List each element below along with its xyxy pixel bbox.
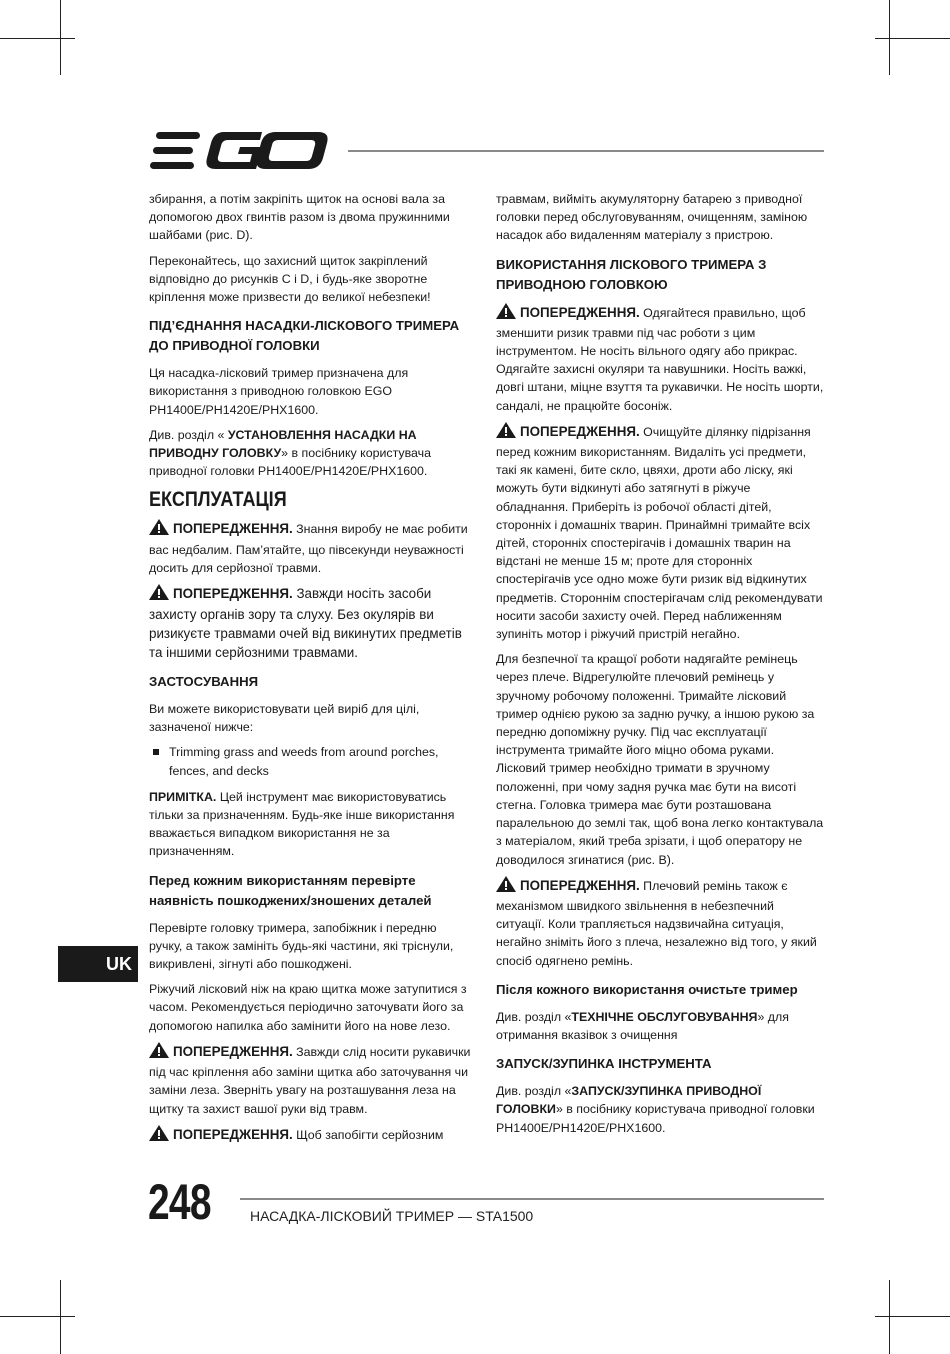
crop-mark [889,1280,890,1354]
warning-triangle-icon [149,584,169,605]
warning-label: ПОПЕРЕДЖЕННЯ. [520,877,640,893]
paragraph: Див. розділ «ТЕХНІЧНЕ ОБСЛУГОВУВАННЯ» для отримання вказівок з очищення [496,1009,789,1042]
paragraph: Див. розділ « УСТАНОВЛЕННЯ НАСАДКИ НА ПРИВОДНУ ГОЛОВКУ» в посібнику користувача приводної головки PH1400E/PH1420E/PHX1600. [149,427,432,479]
warning-label: ПОПЕРЕДЖЕННЯ. [520,423,640,439]
left-column [149,190,471,1153]
warning-triangle-icon [496,876,516,897]
warning-label: ПОПЕРЕДЖЕННЯ. [173,1126,293,1142]
warning-block: ПОПЕРЕДЖЕННЯ. Очищуйте ділянку підрізання перед кожним використанням. Видаліть усі предмети, такі як камені, бите скло, цвяхи, дроти або ліску, які можуть бути відкинуті або затягнуті в ріжуче обладнання. Приберіть із робочої області дітей, сторонніх і домашніх тварин. Принаймні тримайте всіх дітей, сторонніх спостерігачів і домашніх тварин на відстані не менше 15 м; проте для сторонніх спостерігачів усе одно може бути ризик від відкинутих предметів. Стороннім спостерігачам слід рекомендувати носити засоби захисту очей. Перед наближенням зупиніть мотор і ріжучий пристрій негайно. [496,423,823,642]
crop-mark [875,38,950,39]
bullet-square-icon [153,749,159,755]
crop-mark [0,38,75,39]
warning-label: ПОПЕРЕДЖЕННЯ. [520,304,640,320]
footer-rule [240,1198,824,1200]
crop-mark [60,0,61,75]
warning-block: ПОПЕРЕДЖЕННЯ. Завжди носіть засоби захисту органів зору та слуху. Без окулярів ви ризикуєте травмами очей від викинутих предметів та іншими серйозними травмами. [149,586,462,661]
paragraph: Ви можете використовувати цей виріб для цілі, зазначеної нижче: [149,702,420,735]
warning-triangle-icon [149,519,169,540]
paragraph: Переконайтесь, що захисний щиток закріплений відповідно до рисунків C і D, і будь-яке зворотне кріплення може призвести до великої небезпеки! [149,253,431,305]
paragraph: Ріжучий лісковий ніж на краю щитка може затупитися з часом. Рекомендується періодично заточувати його за допомогою напилка або замінити його на нове лезо. [149,982,467,1033]
note-block: ПРИМІТКА. Цей інструмент має використовуватись тільки за призначенням. Будь-яке інше використання вважається випадком використання не за призначенням. [149,789,455,859]
section-heading: Після кожного використання очистьте тример [496,981,798,997]
warning-label: ПОПЕРЕДЖЕННЯ. [173,521,293,537]
right-column [496,190,824,1144]
paragraph: Для безпечної та кращої роботи надягайте ремінець через плече. Відрегулюйте плечовий ремінець у зручному робочому положенні. Тримайте лісковий тример однією рукою за задню ручку, а іншою рукою за передню допоміжну ручку. Під час експлуатації інструмента тримайте його міцно обома руками. Лісковий тример необхідно тримати в зручному положенні, при чому задня ручка має бути на висоті стегна. Головка тримера має бути розташована паралельною до землі так, щоб вона легко контактувала з матеріалом, який треба зрізати, і щоб оператору не доводилося згинатися (рис. B). [496,652,824,867]
warning-triangle-icon [496,303,516,324]
warning-triangle-icon [496,422,516,443]
footer-title: НАСАДКА-ЛІСКОВИЙ ТРИМЕР — STA1500 [250,1208,534,1224]
warning-label: ПОПЕРЕДЖЕННЯ. [173,586,293,602]
warning-block: ПОПЕРЕДЖЕННЯ. Одягайтеся правильно, щоб зменшити ризик травми під час роботи з цим інструментом. Не носіть вільного одягу або прикрас. Одягайте захисні окуляри та навушники. Носіть важкі, довгі штани, міцне взуття та рукавички. Не носіть шорти, сандалі, не працюйте босоніж. [496,304,824,413]
paragraph: збирання, а потім закріпіть щиток на основі вала за допомогою двох гвинтів разом із двома пружинними шайбами (рис. D). [149,192,450,243]
note-label: ПРИМІТКА. [149,789,217,804]
warning-block: ПОПЕРЕДЖЕННЯ. Щоб запобігти серйозним [149,1125,471,1146]
section-heading: ВИКОРИСТАННЯ ЛІСКОВОГО ТРИМЕРА З ПРИВОДНОЮ ГОЛОВКОЮ [496,256,767,292]
crop-mark [875,1316,950,1317]
warning-block: ПОПЕРЕДЖЕННЯ. Завжди слід носити рукавички під час кріплення або заміни щитка або заточування чи заміни леза. Зверніть увагу на розташування леза на щитку та захист вашої руки від травм. [149,1043,471,1116]
section-reference: ЗАПУСК/ЗУПИНКА ПРИВОДНОЇ ГОЛОВКИ [496,1084,762,1117]
paragraph: Ця насадка-лісковий тример призначена для використання з приводною головкою EGO PH1400E/PH1420E/PHX1600. [149,366,409,417]
language-tab: UK [58,946,138,982]
header-rule [348,150,824,152]
chapter-heading: ЕКСПЛУАТАЦІЯ [149,488,287,512]
paragraph: Перевірте головку тримера, запобіжник і передню ручку, а також замініть будь-які частини, які тріснули, викривлені, зігнуті або пошкоджені. [149,920,454,972]
ego-logo [150,132,330,170]
section-heading: ЗАСТОСУВАННЯ [149,674,259,690]
section-reference: ТЕХНІЧНЕ ОБСЛУГОВУВАННЯ [571,1009,758,1024]
paragraph: Див. розділ «ЗАПУСК/ЗУПИНКА ПРИВОДНОЇ ГОЛОВКИ» в посібнику користувача приводної головки PH1400E/PH1420E/PHX1600. [496,1084,815,1135]
list-item: Trimming grass and weeds from around porches, fences, and decks [149,743,471,779]
warning-block: ПОПЕРЕДЖЕННЯ. Плечовий ремінь також є механізмом швидкого звільнення в небезпечний ситуації. Коли трапляється надзвичайна ситуація, негайно зніміть його з плеча, незалежно від того, у який спосіб одягнено ремінь. [496,877,817,968]
warning-block: ПОПЕРЕДЖЕННЯ. Знання виробу не має робити вас недбалим. Пам’ятайте, що півсекунди неуважності досить для серйозної травми. [149,521,468,575]
section-heading: ЗАПУСК/ЗУПИНКА ІНСТРУМЕНТА [496,1056,712,1072]
section-reference: УСТАНОВЛЕННЯ НАСАДКИ НА ПРИВОДНУ ГОЛОВКУ [149,427,417,461]
page-number: 248 [148,1174,211,1230]
section-heading: ПІД’ЄДНАННЯ НАСАДКИ-ЛІСКОВОГО ТРИМЕРА ДО ПРИВОДНОЇ ГОЛОВКИ [149,318,460,354]
paragraph: травмам, вийміть акумуляторну батарею з приводної головки перед обслуговуванням, очищенням, заміною насадок або видаленням матеріалу з пристрою. [496,192,808,243]
section-heading: Перед кожним використанням перевірте наявність пошкоджених/зношених деталей [149,872,432,908]
warning-triangle-icon [149,1042,169,1063]
crop-mark [60,1280,61,1354]
crop-mark [0,1316,75,1317]
warning-triangle-icon [149,1125,169,1146]
warning-label: ПОПЕРЕДЖЕННЯ. [173,1043,293,1059]
crop-mark [889,0,890,75]
